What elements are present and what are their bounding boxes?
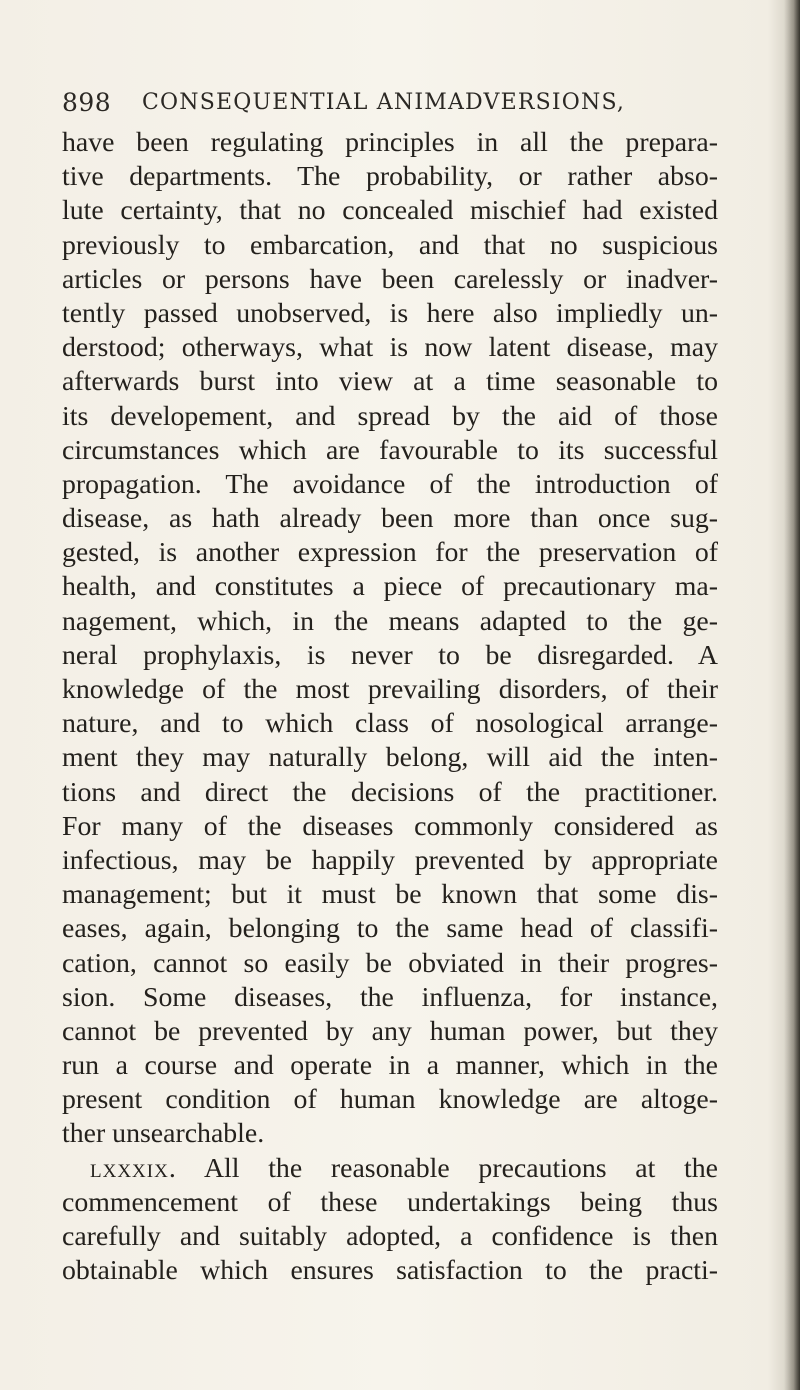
text-line: ther unsearchable. [62, 1118, 265, 1150]
text-line: propagation. The avoidance of the introduction of [62, 468, 718, 500]
binding-shadow [784, 0, 800, 1390]
section-first-line [62, 1152, 718, 1186]
text-line: nature, and to which class of nosological arrange- [62, 708, 718, 740]
text-line: cannot be prevented by any human power, but they [62, 1015, 718, 1047]
text-line: infectious, may be happily prevented by appropriate [62, 844, 718, 876]
text-line: derstood; otherways, what is now latent disease, may [62, 332, 718, 364]
text-line: have been regulating principles in all the prepara- [62, 127, 718, 158]
text-line: commencement of these undertakings being thus [62, 1186, 718, 1218]
text-line: carefully and suitably adopted, a confidence is then [62, 1221, 718, 1252]
text-line: management; but it must be known that some dis- [62, 879, 718, 911]
text-line: its developement, and spread by the aid of those [62, 400, 718, 432]
text-line: eases, again, belonging to the same head of classifi- [62, 913, 718, 945]
text-line: lute certainty, that no concealed mischief had existed [62, 195, 718, 227]
text-line: sion. Some diseases, the influenza, for instance, [62, 981, 718, 1013]
page-number: 898 [62, 88, 112, 117]
section-first-line-text: All the reasonable precautions at the [176, 1152, 718, 1184]
text-line: tions and direct the decisions of the practitioner. [62, 776, 718, 808]
text-line: circumstances which are favourable to its successful [62, 434, 718, 466]
body-text [62, 126, 718, 1288]
text-line: cation, cannot so easily be obviated in their progres- [62, 947, 718, 979]
text-line: articles or persons have been carelessly or inadver- [62, 263, 718, 295]
text-line: gested, is another expression for the preservation of [62, 537, 718, 569]
text-line: For many of the diseases commonly considered as [62, 810, 718, 842]
text-line: tive departments. The probability, or rather abso- [62, 161, 718, 193]
text-line: afterwards burst into view at a time seasonable to [62, 366, 718, 398]
text-line: neral prophylaxis, is never to be disregarded. A [62, 639, 718, 671]
text-line: tently passed unobserved, is here also impliedly un- [62, 297, 718, 329]
text-line: nagement, which, in the means adapted to the ge- [62, 605, 718, 637]
running-head: CONSEQUENTIAL ANIMADVERSIONS, [142, 90, 626, 115]
text-line: health, and constitutes a piece of precautionary ma- [62, 571, 718, 603]
text-line: previously to embarcation, and that no suspicious [62, 229, 718, 261]
text-line: run a course and operate in a manner, which in the [62, 1050, 718, 1082]
text-line: obtainable which ensures satisfaction to the practi- [62, 1255, 718, 1287]
section-mark: lxxxix. [90, 1152, 177, 1184]
text-line: ment they may naturally belong, will aid the inten- [62, 742, 718, 774]
page-header [62, 82, 682, 122]
text-line: disease, as hath already been more than once sug- [62, 503, 718, 535]
text-line: knowledge of the most prevailing disorders, of their [62, 674, 718, 705]
text-line: present condition of human knowledge are altoge- [62, 1084, 718, 1116]
